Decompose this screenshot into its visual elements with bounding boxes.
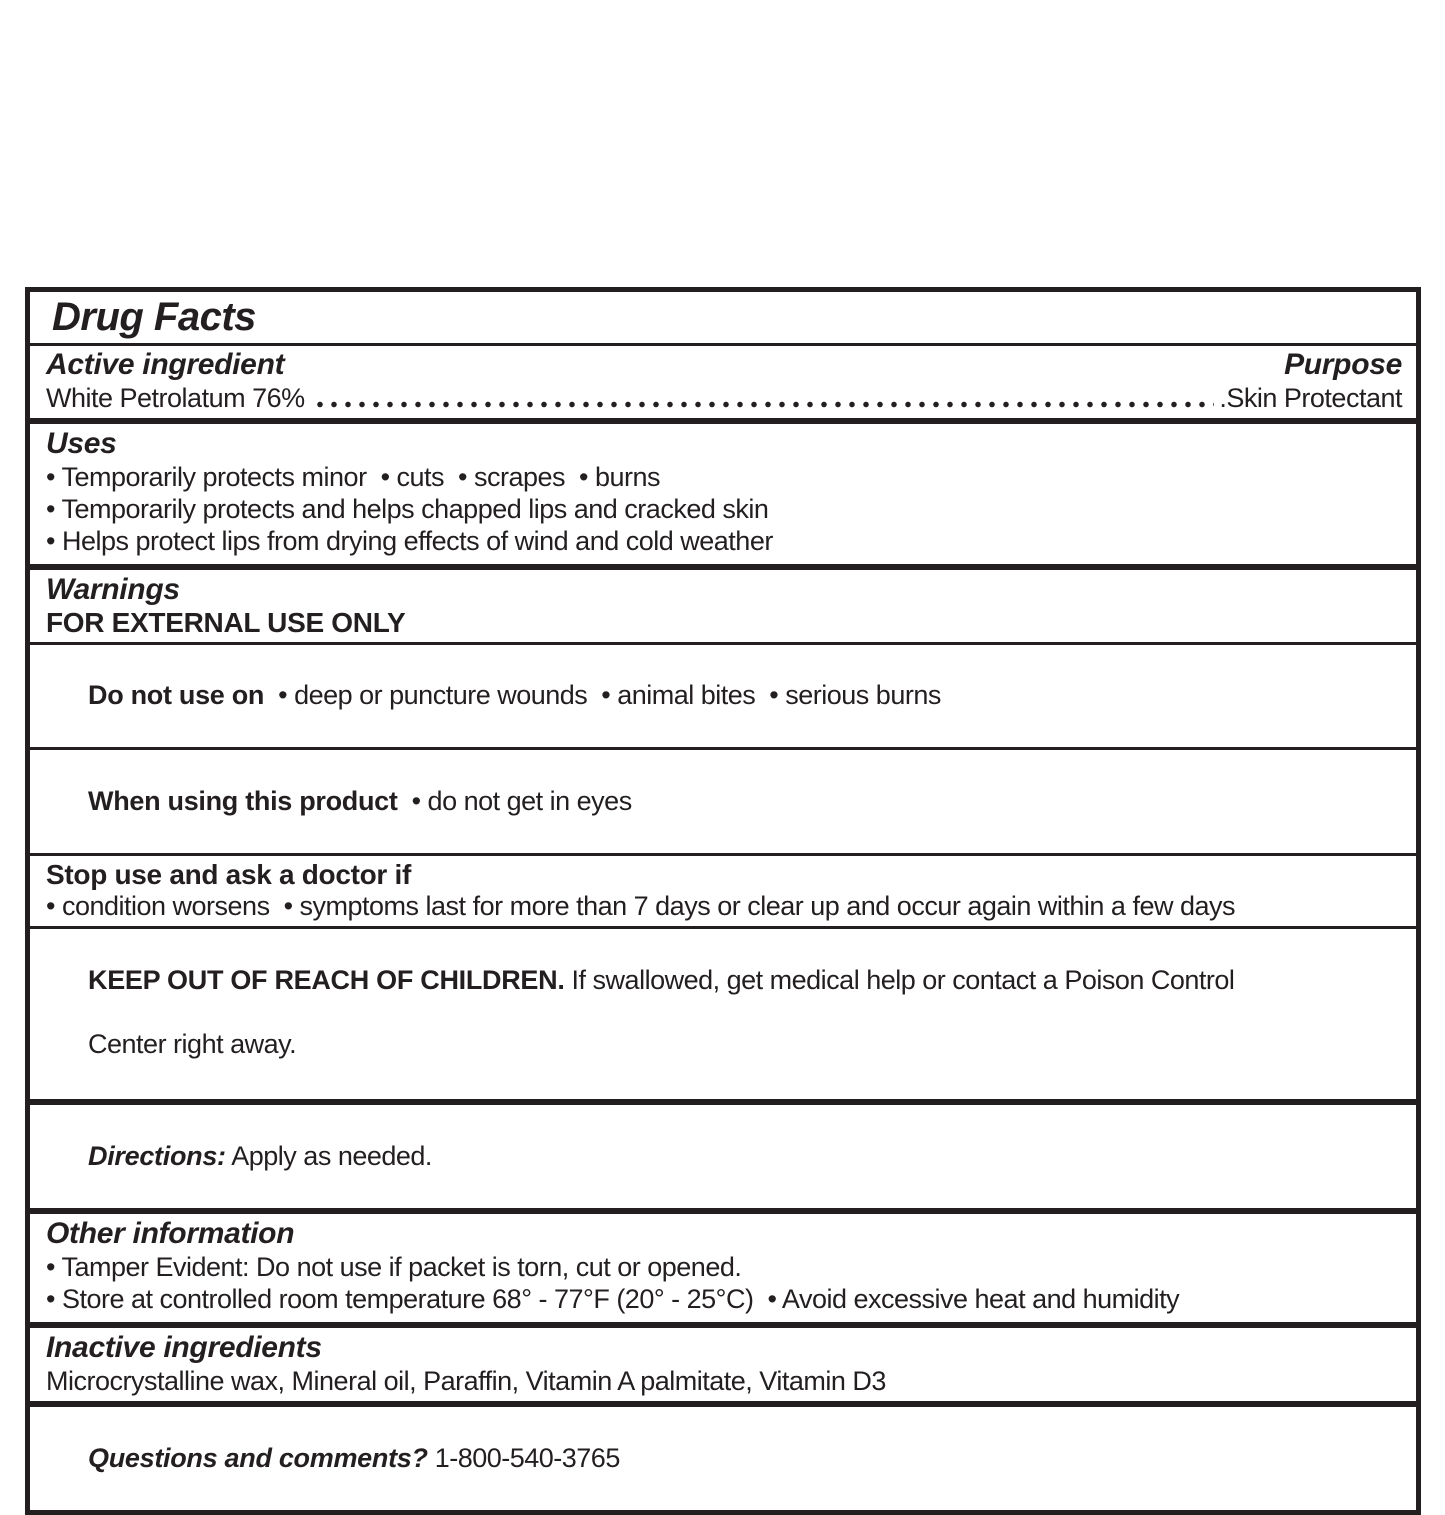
stop-use-bullet: • condition worsens • symptoms last for more than 7 days or clear up and occur again within a few days xyxy=(46,891,1235,921)
inactive-ingredients-heading: Inactive ingredients xyxy=(46,1331,322,1364)
questions-heading: Questions and comments? xyxy=(88,1443,428,1473)
section-inactive-ingredients xyxy=(30,1322,1416,1401)
keep-out-text: If swallowed, get medical help or contact a Poison Control xyxy=(564,965,1235,995)
section-warnings-header xyxy=(30,564,1416,642)
other-information-heading: Other information xyxy=(46,1217,295,1250)
section-active-ingredient xyxy=(30,343,1416,418)
keep-out-text-line2: Center right away. xyxy=(88,1029,297,1059)
uses-heading: Uses xyxy=(46,427,117,460)
purpose-value: .Skin Protectant xyxy=(1219,383,1402,413)
drug-facts-title: Drug Facts xyxy=(52,295,256,339)
stop-use-heading: Stop use and ask a doctor if xyxy=(46,859,412,890)
section-other-information xyxy=(30,1208,1416,1322)
warnings-heading: Warnings xyxy=(46,573,180,606)
section-keep-out xyxy=(30,926,1416,1099)
section-stop-use xyxy=(30,853,1416,926)
uses-bullet: • Temporarily protects and helps chapped lips and cracked skin xyxy=(46,494,769,524)
when-using-label: When using this product xyxy=(88,786,398,816)
when-using-text: • do not get in eyes xyxy=(397,786,632,816)
active-ingredient-name: White Petrolatum 76% xyxy=(46,383,305,413)
active-ingredient-heading: Active ingredient xyxy=(46,348,285,381)
section-directions xyxy=(30,1099,1416,1208)
drug-facts-panel xyxy=(25,287,1421,1515)
section-do-not-use xyxy=(30,642,1416,747)
other-info-bullet: • Store at controlled room temperature 68° - 77°F (20° - 25°C) • Avoid excessive heat and humidity xyxy=(46,1284,1180,1314)
section-when-using xyxy=(30,747,1416,853)
dotted-leader xyxy=(313,401,1215,408)
section-title xyxy=(30,292,1416,343)
do-not-use-text: • deep or puncture wounds • animal bites • serious burns xyxy=(264,680,941,710)
purpose-heading: Purpose xyxy=(1284,348,1402,381)
other-info-bullet: • Tamper Evident: Do not use if packet is torn, cut or opened. xyxy=(46,1252,742,1282)
external-use-text: FOR EXTERNAL USE ONLY xyxy=(46,607,406,638)
questions-phone: 1-800-540-3765 xyxy=(427,1443,620,1473)
directions-text: Apply as needed. xyxy=(225,1141,432,1171)
keep-out-label: KEEP OUT OF REACH OF CHILDREN. xyxy=(88,965,565,995)
directions-heading: Directions: xyxy=(88,1141,226,1171)
section-uses xyxy=(30,418,1416,564)
uses-bullet: • Temporarily protects minor • cuts • scrapes • burns xyxy=(46,462,661,492)
inactive-ingredients-list: Microcrystalline wax, Mineral oil, Paraffin, Vitamin A palmitate, Vitamin D3 xyxy=(46,1366,886,1396)
do-not-use-label: Do not use on xyxy=(88,680,265,710)
uses-bullet: • Helps protect lips from drying effects of wind and cold weather xyxy=(46,526,773,556)
section-questions xyxy=(30,1401,1416,1510)
